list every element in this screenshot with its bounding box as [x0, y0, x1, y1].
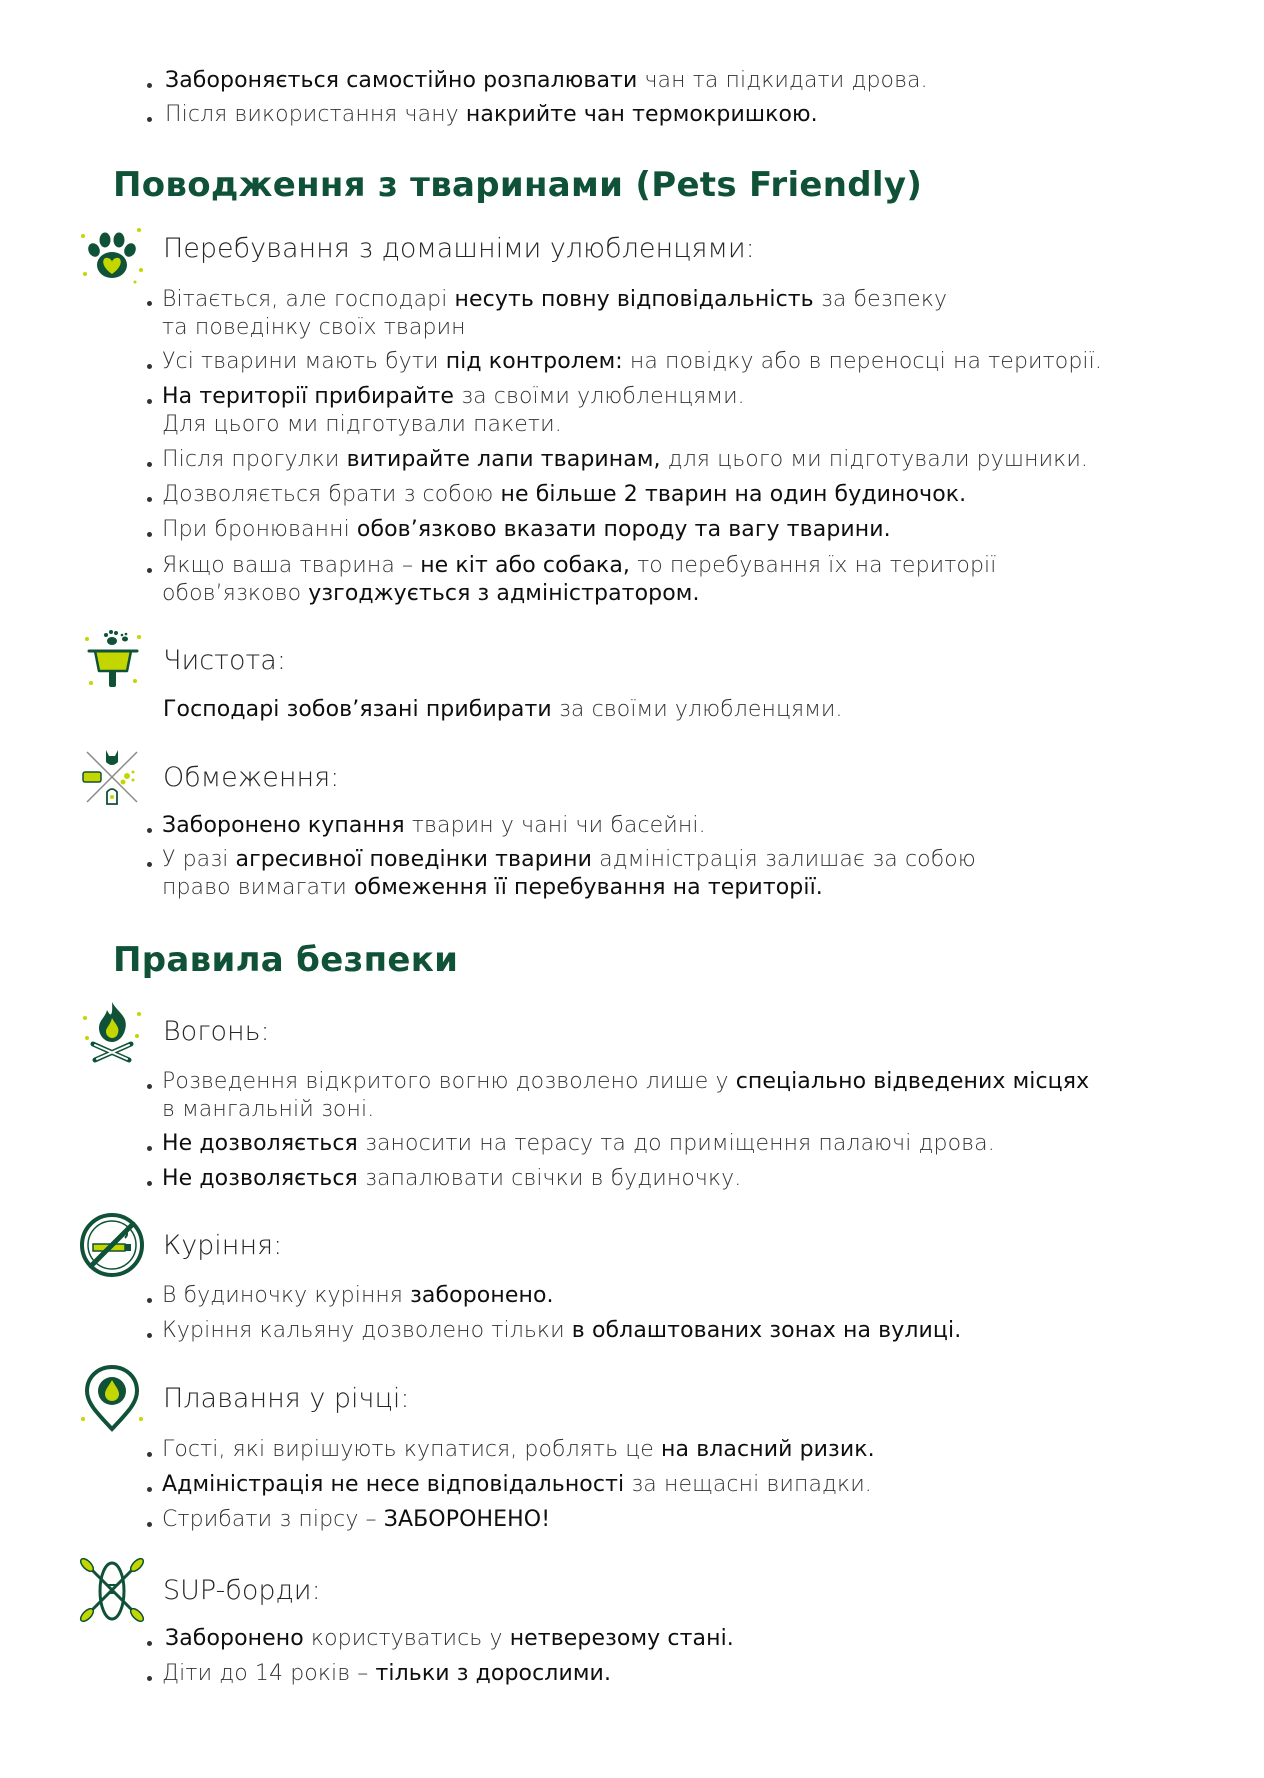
- bullet: [147, 301, 152, 306]
- bullet: [147, 1298, 152, 1303]
- water-location-icon: [77, 1363, 147, 1433]
- subsection-title-limits: Обмеження:: [163, 762, 340, 793]
- subsection-title-swim: Плавання у річці:: [163, 1383, 410, 1414]
- bullet: [147, 117, 152, 122]
- bullet: [147, 1084, 152, 1089]
- bullet: [147, 568, 152, 573]
- list-item: Гості, які вирішують купатися, роблять це на власний ризик.: [162, 1437, 875, 1462]
- bullet: [147, 828, 152, 833]
- list-item: Куріння кальяну дозволено тільки в облаштованих зонах на вулиці.: [162, 1318, 962, 1343]
- bullet: [147, 862, 152, 867]
- sup-board-icon: [77, 1555, 147, 1625]
- list-item-continuation: право вимагати обмеження її перебування на території.: [162, 875, 823, 900]
- bullet: [147, 1146, 152, 1151]
- bullet: [147, 83, 152, 88]
- list-item-continuation: та поведінку своїх тварин: [162, 315, 466, 340]
- list-item: Усі тварини мають бути під контролем: на повідку або в переносці на території.: [162, 349, 1102, 374]
- bullet: [147, 399, 152, 404]
- bullet: [147, 532, 152, 537]
- bullet: [147, 1676, 152, 1681]
- section-heading-safety: Правила безпеки: [113, 940, 459, 980]
- bullet: [147, 1522, 152, 1527]
- list-item: Не дозволяється заносити на терасу та до приміщення палаючі дрова.: [162, 1131, 995, 1156]
- list-item-continuation: в мангальній зоні.: [162, 1097, 375, 1122]
- list-item: Якщо ваша тварина – не кіт або собака, то перебування їх на території: [162, 553, 997, 578]
- list-item: Після прогулки витирайте лапи тваринам, для цього ми підготували рушники.: [162, 447, 1089, 472]
- bullet: [147, 462, 152, 467]
- list-item: Адміністрація не несе відповідальності за нещасні випадки.: [162, 1472, 872, 1497]
- list-item: Після використання чану накрийте чан термокришкою.: [165, 102, 818, 127]
- bullet: [147, 1333, 152, 1338]
- dustpan-icon: [77, 625, 147, 695]
- list-item: Заборонено користуватись у нетверезому стані.: [165, 1626, 734, 1651]
- bullet: [147, 364, 152, 369]
- list-item: У разі агресивної поведінки тварини адміністрація залишає за собою: [162, 847, 976, 872]
- subsection-title-sup: SUP-борди:: [163, 1575, 321, 1606]
- no-smoking-icon: [77, 1210, 147, 1280]
- pet-restrictions-icon: [77, 742, 147, 812]
- list-item: В будиночку куріння заборонено.: [162, 1283, 554, 1308]
- section-heading-pets: Поводження з тваринами (Pets Friendly): [113, 165, 923, 205]
- subsection-title-smoking: Куріння:: [163, 1230, 283, 1261]
- list-item: На території прибирайте за своїми улюбленцями.: [162, 384, 745, 409]
- paw-heart-icon: [77, 220, 147, 290]
- campfire-icon: [77, 996, 147, 1066]
- paragraph: Господарі зобов’язані прибирати за своїми улюбленцями.: [163, 697, 843, 722]
- list-item: Дозволяється брати з собою не більше 2 тварин на один будиночок.: [162, 482, 967, 507]
- list-item: Стрибати з пірсу – ЗАБОРОНЕНО!: [162, 1507, 551, 1532]
- bullet: [147, 1641, 152, 1646]
- list-item-continuation: Для цього ми підготували пакети.: [162, 412, 562, 437]
- list-item: Розведення відкритого вогню дозволено лише у спеціально відведених місцях: [162, 1069, 1090, 1094]
- list-item: Діти до 14 років – тільки з дорослими.: [162, 1661, 612, 1686]
- list-item: Забороняється самостійно розпалювати чан та підкидати дрова.: [165, 68, 928, 93]
- list-item: При бронюванні обов’язково вказати породу та вагу тварини.: [162, 517, 891, 542]
- list-item: Вітається, але господарі несуть повну відповідальність за безпеку: [162, 287, 948, 312]
- list-item: Заборонено купання тварин у чані чи басейні.: [162, 813, 706, 838]
- list-item: Не дозволяється запалювати свічки в будиночку.: [162, 1166, 742, 1191]
- bullet: [147, 1452, 152, 1457]
- bullet: [147, 1181, 152, 1186]
- subsection-title-fire: Вогонь:: [163, 1016, 270, 1047]
- bullet: [147, 1487, 152, 1492]
- subsection-title-stay: Перебування з домашніми улюбленцями:: [163, 233, 755, 264]
- subsection-title-clean: Чистота:: [163, 645, 286, 676]
- bullet: [147, 497, 152, 502]
- list-item-continuation: обов’язково узгоджується з адміністратором.: [162, 581, 700, 606]
